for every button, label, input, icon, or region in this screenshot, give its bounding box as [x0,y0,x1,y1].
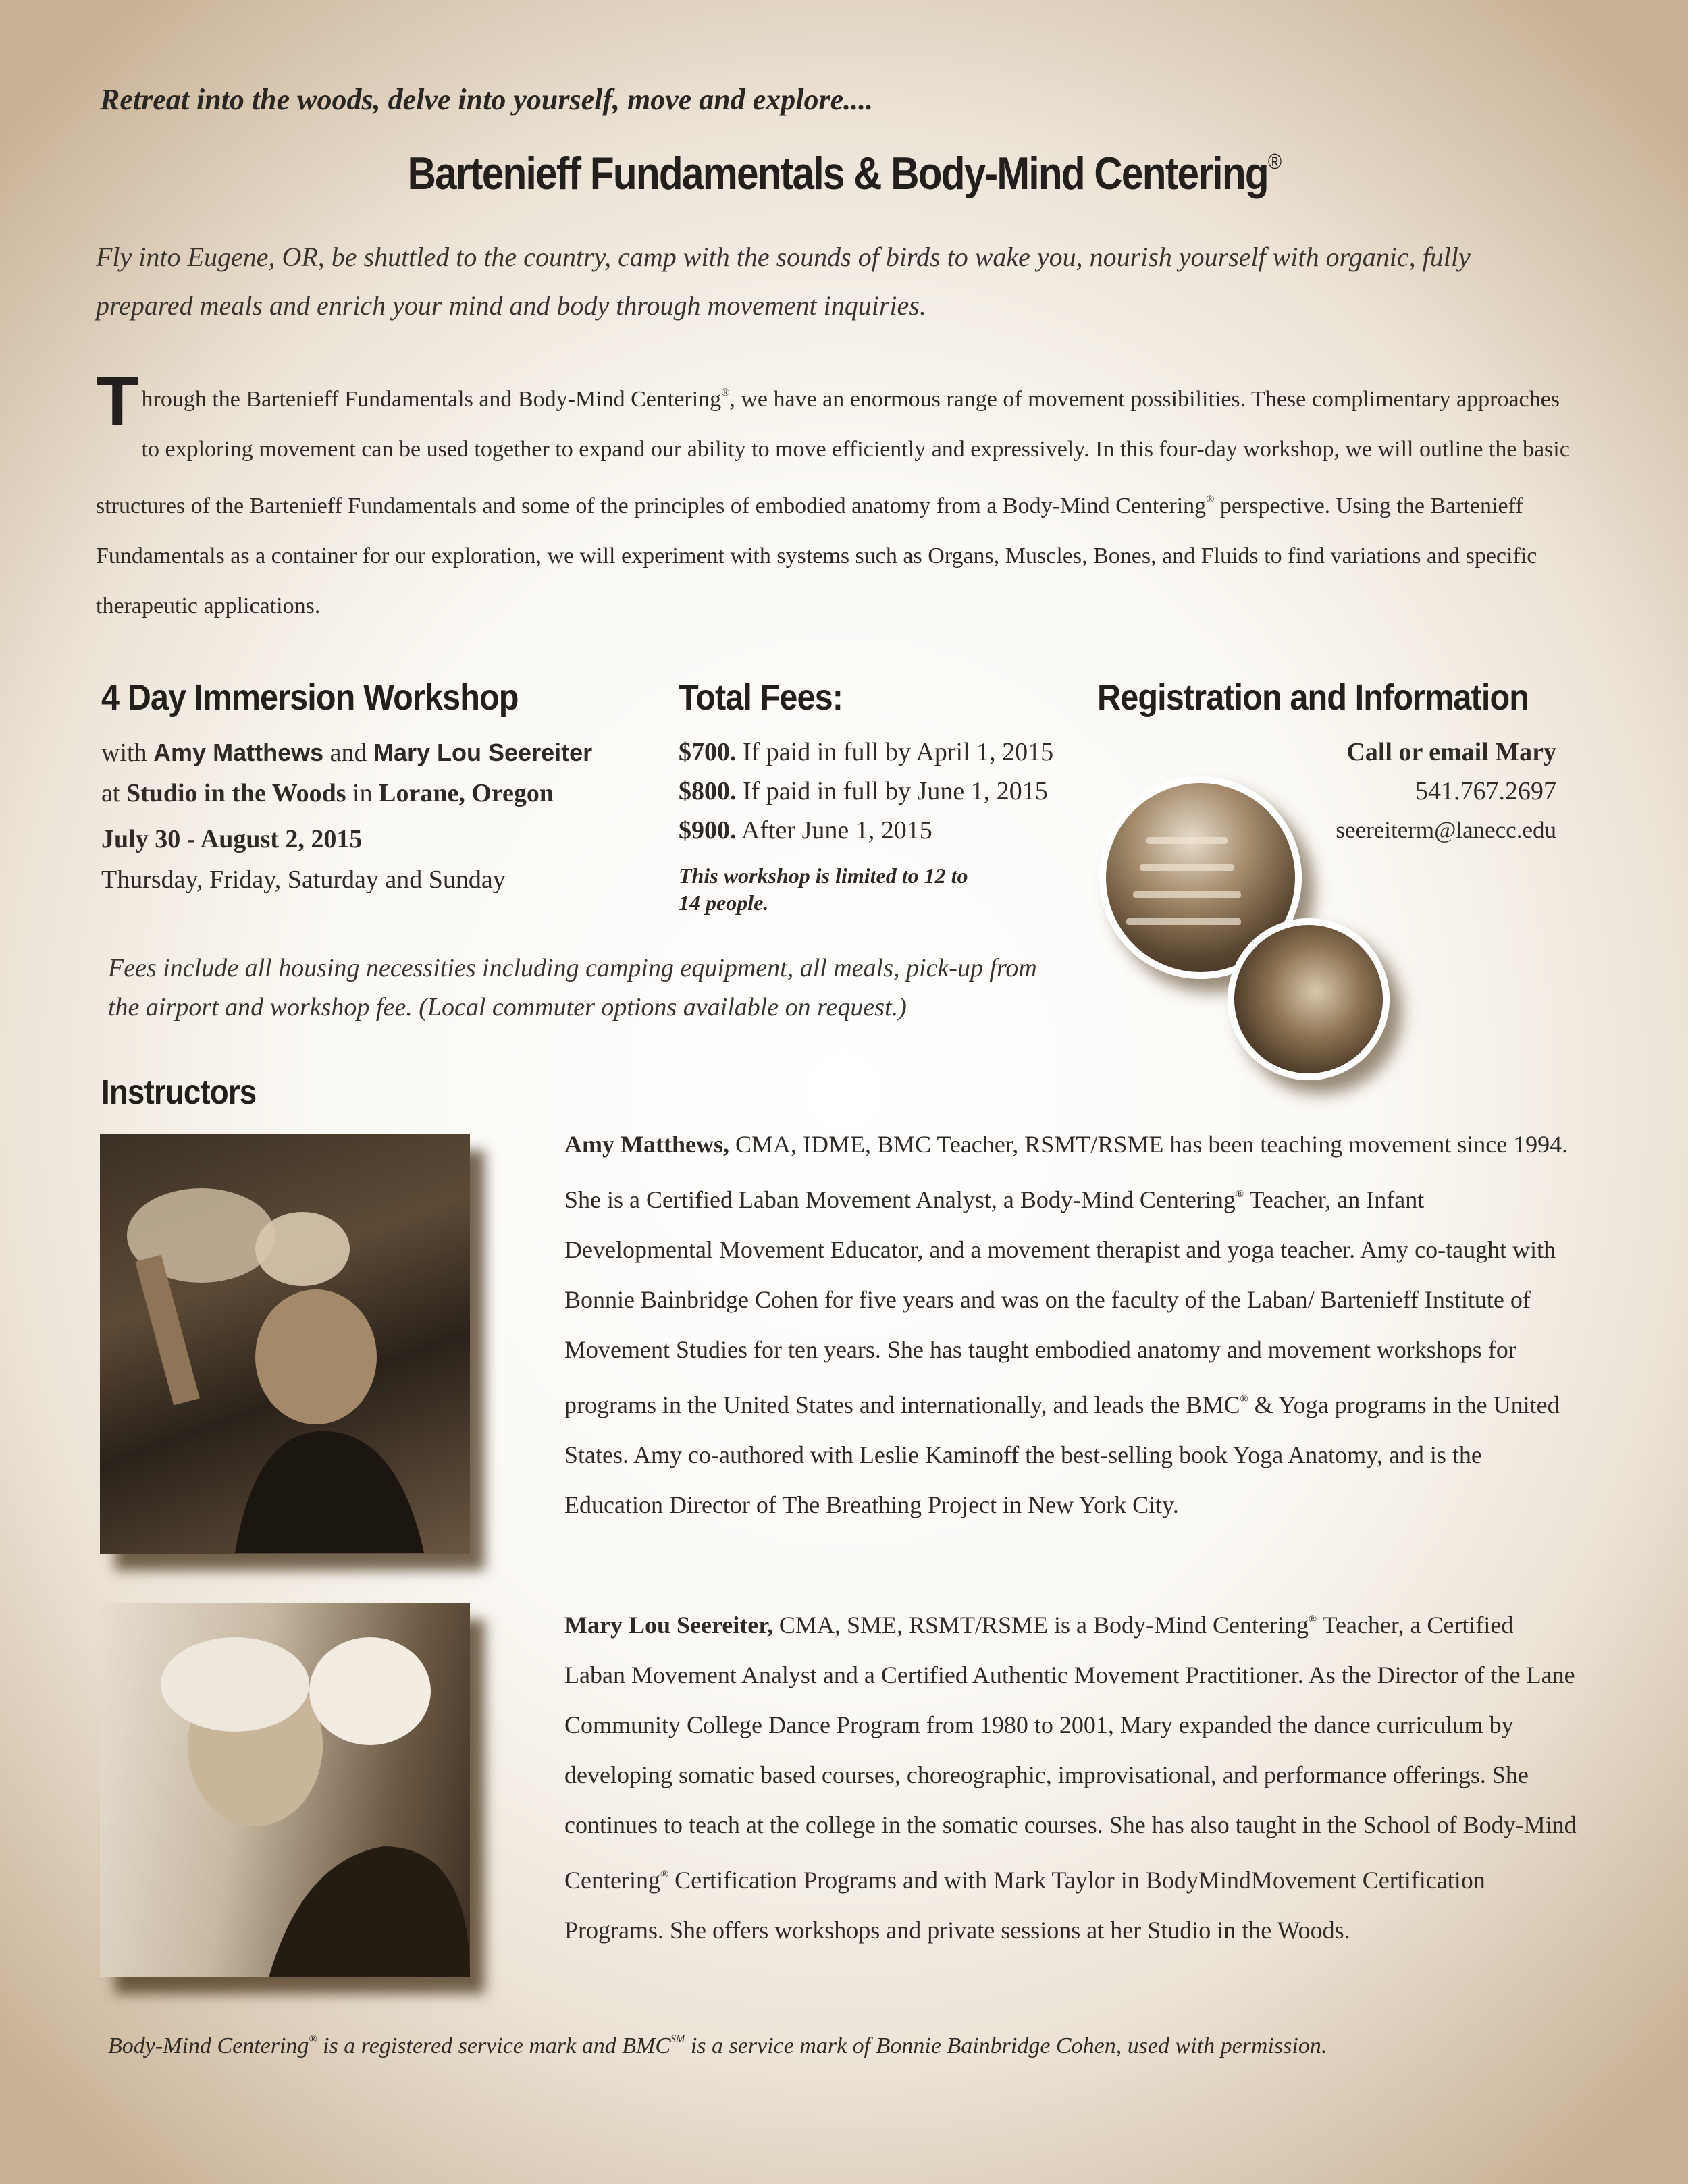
registered-mark: ® [309,2033,317,2045]
mary-lou-seereiter-photo [100,1603,470,1977]
mary-bio [564,1595,1577,1955]
amy-bio [564,1119,1577,1530]
mary-bio-a: CMA, SME, RSMT/RSME is a Body-Mind Centering [772,1612,1309,1639]
amy-bio-b: Teacher, an Infant Developmental Movement Educator, and a movement therapist and yoga teacher. Amy co-taught with Bonnie Bainbridge Cohen for five years and was on the faculty of the Laban/ Bartenieff Institute of Movement Studies for ten years. She has taught embodied anatomy and movement workshops for programs in the United States and internationally, and leads the BMC [564,1186,1556,1418]
service-mark: SM [670,2033,685,2045]
mary-bio-c: Certification Programs and with Mark Taylor in BodyMindMovement Certification Programs. She offers workshops and private sessions at her Studio in the Woods. [564,1867,1485,1944]
intro-paragraph: Fly into Eugene, OR, be shuttled to the country, camp with the sounds of birds to wake you, nourish yourself with organic, fully prepared meals and enrich your mind and body through movement inquiries. [96,242,1471,321]
venue: Studio in the Woods [126,779,346,807]
amy-bio-a: CMA, IDME, BMC Teacher, RSMT/RSME has been teaching movement since 1994. She is a Certified Laban Movement Analyst, a Body-Mind Centering [564,1131,1568,1213]
description-part-2: , we have an enormous range of movement possibilities. These complimentary approaches to exploring movement can be used together to expand our ability to move efficiently and expressively. In this four-day workshop, we will outline the basic structures of the Bartenieff Fundamentals and some of the principles of embodied anatomy from a Body-Mind Centering [96,387,1570,518]
fee-item [679,811,1111,850]
footer-part-2: is a registered service mark and BMC [317,2033,671,2058]
fees-heading: Total Fees: [679,677,843,718]
fee-item [679,733,1111,772]
with-label: with [101,739,147,767]
mary-photo-illustration [100,1603,470,1977]
mary-bio-b: Teacher, a Certified Laban Movement Analyst and a Certified Authentic Movement Practitioner. As the Director of the Lane Community College Dance Program from 1980 to 2001, Mary expanded the dance curriculum by developing somatic based courses, choreographic, improvisational, and performance offerings. She continues to teach at the college in the somatic courses. She has also taught in the School of Body-Mind Centering [564,1612,1577,1894]
amy-bio-c: & Yoga programs in the United States. Amy co-authored with Leslie Kaminoff the best-selling book Yoga Anatomy, and is the Education Director of The Breathing Project in New York City. [564,1391,1560,1518]
workshop-details [101,733,655,900]
call-label: Call or email Mary [1346,738,1556,766]
phone-number[interactable]: 541.767.2697 [1415,777,1556,805]
page-title [118,147,1570,200]
amy-matthews-photo [100,1134,470,1554]
footer-part-1: Body-Mind Centering [108,2033,309,2058]
instructor-mary: Mary Lou Seereiter [373,739,593,766]
registration-heading: Registration and Information [1097,677,1529,718]
footer-part-3: is a service mark of Bonnie Bainbridge Cohen, used with permission. [685,2033,1327,2058]
registered-mark: ® [721,387,730,398]
workshop-dates: July 30 - August 2, 2015 [101,825,363,853]
fee-condition: If paid in full by June 1, 2015 [743,777,1048,805]
registered-mark: ® [1309,1614,1317,1625]
at-label: at [101,779,120,807]
description-paragraph [96,363,1581,631]
title-text: Bartenieff Fundamentals & Body-Mind Centering [407,148,1268,199]
location: Lorane, Oregon [379,779,554,807]
creek-photo [1228,918,1390,1080]
instructor-amy: Amy Matthews [153,739,324,766]
amy-photo-illustration [100,1134,470,1554]
registered-mark: ® [1235,1188,1244,1200]
fee-amount: $700. [679,738,737,766]
amy-name: Amy Matthews, [564,1131,729,1158]
email-link[interactable]: seereiterm@lanecc.edu [1336,817,1556,843]
footer-note [108,2033,1593,2059]
fees-note: Fees include all housing necessities including camping equipment, all meals, pick-up from the airport and workshop fee. (Local commuter options available on request.) [108,954,1037,1021]
limit-note: This workshop is limited to 12 to 14 people. [679,863,968,915]
mary-name: Mary Lou Seereiter, [564,1612,773,1639]
registered-mark: ® [660,1869,669,1880]
and-label: and [329,739,367,767]
description-part-1: hrough the Bartenieff Fundamentals and Body-Mind Centering [141,387,722,412]
description-part-3: perspective. Using the Bartenieff Fundamentals as a container for our exploration, we will experiment with systems such as Organs, Muscles, Bones, and Fluids to find variations and specific therapeutic applications. [96,494,1537,618]
venue-line [101,773,655,814]
fee-item [679,772,1111,811]
instructors-line [101,733,655,773]
workshop-days: Thursday, Friday, Saturday and Sunday [101,865,506,894]
in-label: in [352,779,373,807]
fee-amount: $900. [679,816,737,845]
fee-condition: After June 1, 2015 [741,816,932,845]
workshop-heading: 4 Day Immersion Workshop [101,677,519,718]
instructors-heading: Instructors [101,1073,257,1112]
tagline: Retreat into the woods, delve into yourself, move and explore.... [100,83,874,116]
drop-cap: T [96,363,139,441]
fee-condition: If paid in full by April 1, 2015 [743,738,1054,766]
registered-mark: ® [1206,494,1215,505]
registered-mark: ® [1267,149,1281,174]
fee-amount: $800. [679,777,737,805]
registered-mark: ® [1240,1393,1248,1405]
fees-list [679,733,1111,916]
